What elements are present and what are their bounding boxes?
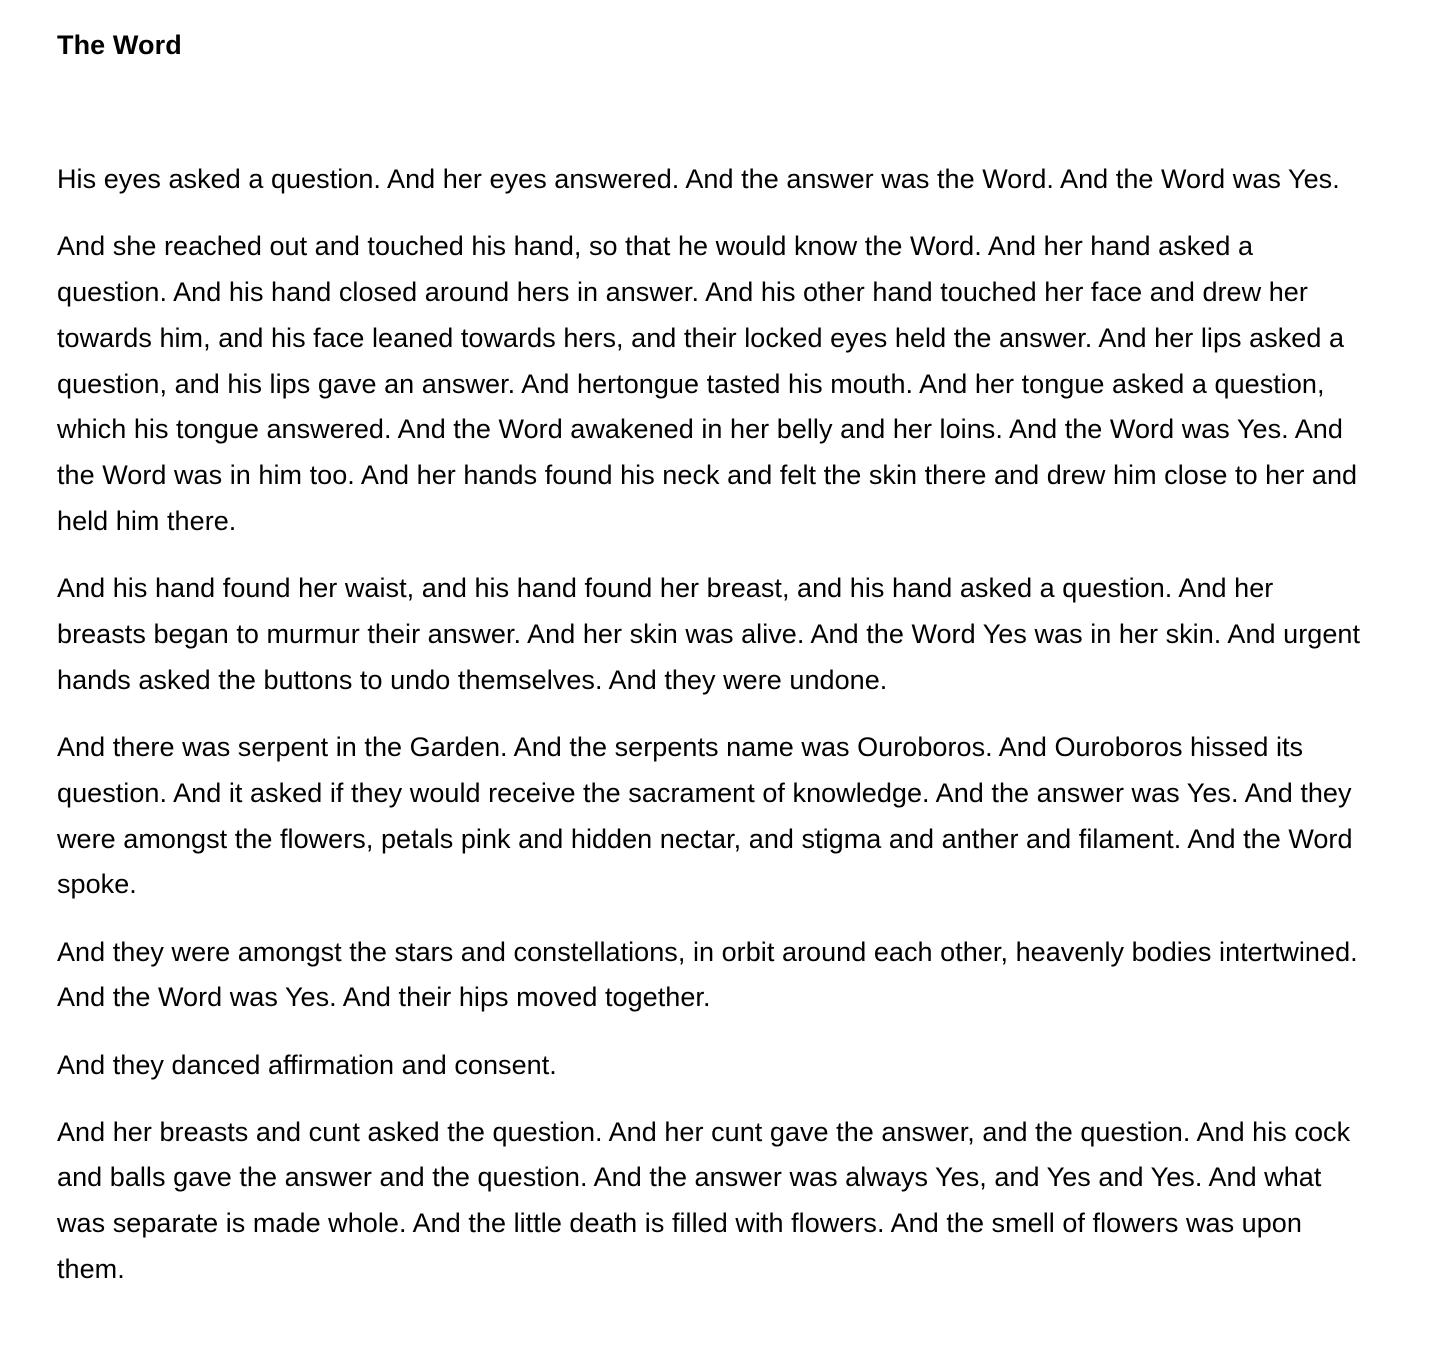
paragraph-6: And they danced affirmation and consent. [57,1049,557,1080]
paragraph-5: And they were amongst the stars and constellations, in orbit around each other, heavenly bodies intertwined. And the Word was Yes. And their hips moved together. [57,936,1358,1013]
document-title: The Word [57,30,182,60]
paragraph-4: And there was serpent in the Garden. And the serpents name was Ouroboros. And Ouroboros hissed its question. And it asked if they would receive the sacrament of knowledge. And the answer was Yes. And they were amongst the flowers, petals pink and hidden nectar, and stigma and anther and filament. And the Word spoke. [57,731,1353,900]
paragraph-1: His eyes asked a question. And her eyes answered. And the answer was the Word. And the Word was Yes. [57,164,1340,194]
paragraph-3: And his hand found her waist, and his hand found her breast, and his hand asked a question. And her breasts began to murmur their answer. And her skin was alive. And the Word Yes was in her skin. And urgent hands asked the buttons to undo themselves. And they were undone. [57,573,1361,695]
paragraph-7: And her breasts and cunt asked the question. And her cunt gave the answer, and the question. And his cock and balls gave the answer and the question. And the answer was always Yes, and Yes and Yes. And what was separate is made whole. And the little death is filled with flowers. And the smell of flowers was upon them. [57,1116,1351,1285]
document-page [57,22,1367,1314]
paragraph-2: And she reached out and touched his hand, so that he would know the Word. And her hand asked a question. And his hand closed around hers in answer. And his other hand touched her face and drew her towards him, and his face leaned towards hers, and their locked eyes held the answer. And her lips asked a question, and his lips gave an answer. And hertongue tasted his mouth. And her tongue asked a question, which his tongue answered. And the Word awakened in her belly and her loins. And the Word was Yes. And the Word was in him too. And her hands found his neck and felt the skin there and drew him close to her and held him there. [57,231,1358,536]
